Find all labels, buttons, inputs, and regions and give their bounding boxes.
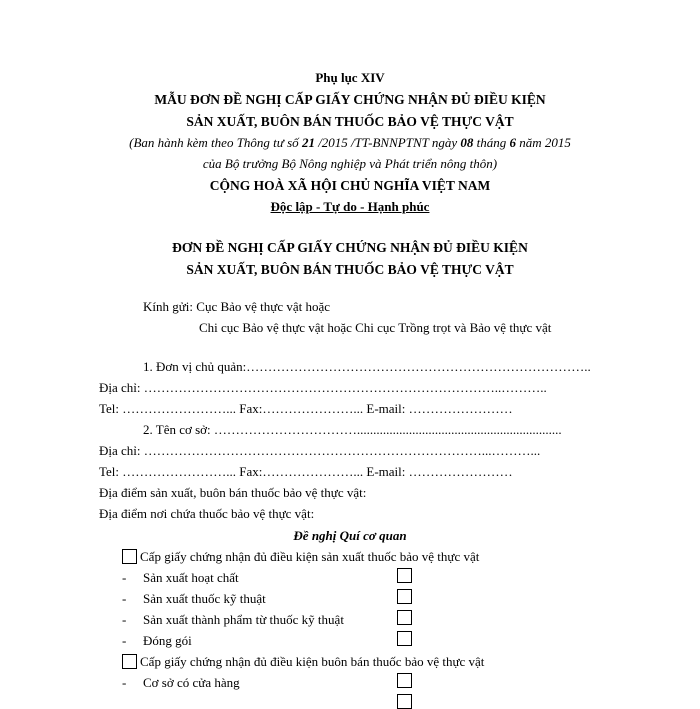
issuance-line-1: (Ban hành kèm theo Thông tư số 21 /2015 /TT-BNNPTNT ngày 08 tháng 6 năm 2015: [129, 135, 571, 150]
application-title-line-2: SẢN XUẤT, BUÔN BÁN THUỐC BẢO VỆ THỰC VẬT: [186, 262, 514, 277]
nation-name: CỘNG HOÀ XÃ HỘI CHỦ NGHĨA VIỆT NAM: [209, 178, 491, 193]
active-ingredient-checkbox[interactable]: [397, 568, 412, 583]
trading-option-label: Cấp giấy chứng nhận đủ điều kiện buôn bán thuốc bảo vệ thực vật: [140, 654, 485, 669]
next-item-checkbox[interactable]: [397, 694, 412, 709]
application-title-line-1: ĐƠN ĐỀ NGHỊ CẤP GIẤY CHỨNG NHẬN ĐỦ ĐIỀU KIỆN: [172, 240, 528, 255]
field-facility-address[interactable]: Địa chỉ: ……………………………………………………………………...………...: [99, 443, 541, 458]
field-facility-name[interactable]: 2. Tên cơ sở: ……………………………...............................................................: [143, 422, 562, 437]
field-business-location: Địa điểm sản xuất, buôn bán thuốc bảo vệ thực vật:: [99, 485, 367, 500]
trading-checkbox[interactable]: [122, 654, 137, 669]
request-heading: Đề nghị Quí cơ quan: [293, 528, 407, 543]
technical-checkbox[interactable]: [397, 589, 412, 604]
form-title-line-1: MẪU ĐƠN ĐỀ NGHỊ CẤP GIẤY CHỨNG NHẬN ĐỦ ĐIỀU KIỆN: [154, 92, 546, 107]
shop-checkbox[interactable]: [397, 673, 412, 688]
trading-item-shop: Cơ sở có cửa hàng: [143, 675, 240, 690]
production-item-finished: Sản xuất thành phẩm từ thuốc kỹ thuật: [143, 612, 344, 627]
bullet-dash: -: [122, 570, 127, 585]
field-storage-location: Địa điểm nơi chứa thuốc bảo vệ thực vật:: [99, 506, 315, 521]
production-option-label: Cấp giấy chứng nhận đủ điều kiện sản xuất thuốc bảo vệ thực vật: [140, 549, 480, 564]
appendix-label: Phụ lục XIV: [315, 70, 385, 85]
bullet-dash: -: [122, 675, 127, 690]
finished-product-checkbox[interactable]: [397, 610, 412, 625]
field-parent-unit[interactable]: 1. Đơn vị chủ quản:……………………………………………………………………..: [143, 359, 591, 374]
issuance-line-2: của Bộ trưởng Bộ Nông nghiệp và Phát triển nông thôn): [202, 156, 498, 171]
bullet-dash: -: [122, 612, 127, 627]
form-title-line-2: SẢN XUẤT, BUÔN BÁN THUỐC BẢO VỆ THỰC VẬT: [186, 114, 514, 129]
field-facility-contact[interactable]: Tel: ……………………... Fax:…………………... E-mail: ……………………: [99, 464, 513, 479]
bullet-dash: -: [122, 633, 127, 648]
production-checkbox[interactable]: [122, 549, 137, 564]
production-item-active-ingredient: Sản xuất hoạt chất: [143, 570, 239, 585]
production-item-packaging: Đóng gói: [143, 633, 192, 648]
packaging-checkbox[interactable]: [397, 631, 412, 646]
national-motto: Độc lập - Tự do - Hạnh phúc: [270, 199, 430, 214]
bullet-dash: -: [122, 591, 127, 606]
recipient-line-2: Chi cục Bảo vệ thực vật hoặc Chi cục Trồng trọt và Bảo vệ thực vật: [199, 320, 552, 335]
production-item-technical: Sản xuất thuốc kỹ thuật: [143, 591, 266, 606]
field-parent-address[interactable]: Địa chỉ: ………………………………………………………………………..………..: [99, 380, 547, 395]
recipient-line-1: Kính gửi: Cục Bảo vệ thực vật hoặc: [143, 299, 331, 314]
field-parent-contact[interactable]: Tel: ……………………... Fax:…………………... E-mail: ……………………: [99, 401, 513, 416]
